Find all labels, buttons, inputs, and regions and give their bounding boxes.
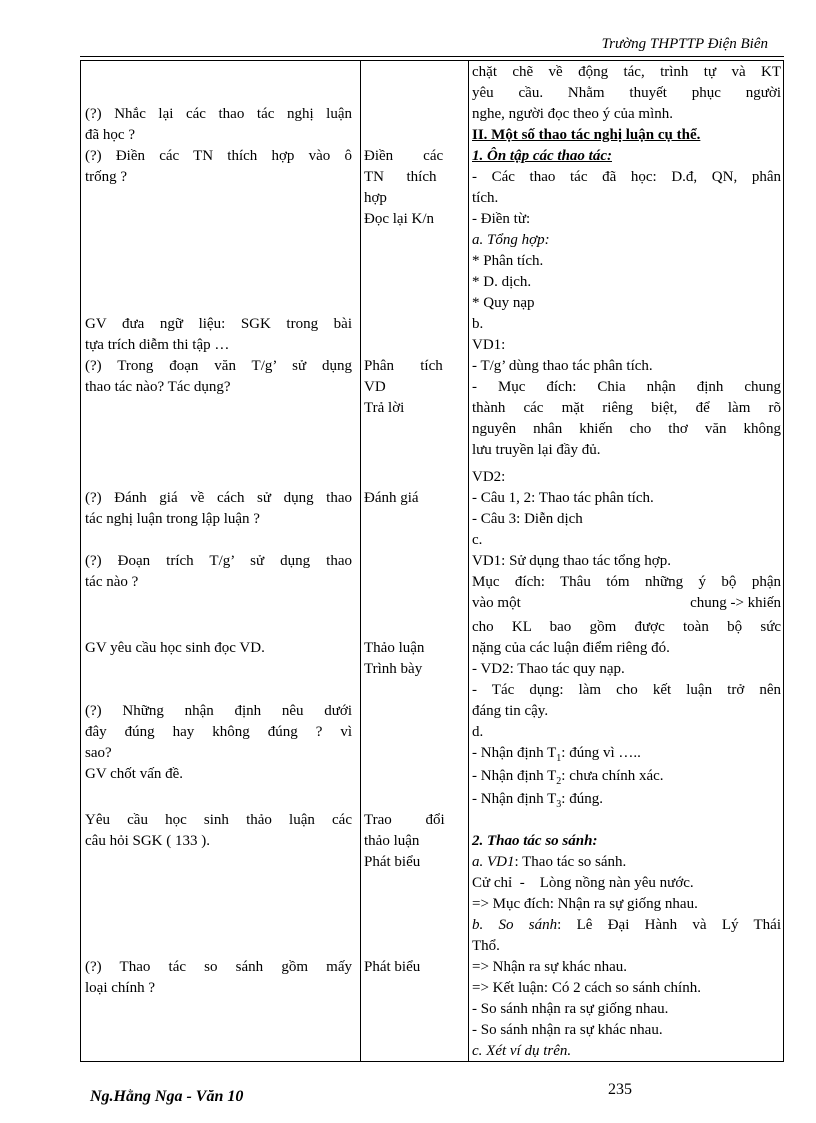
content-line	[472, 789, 781, 815]
content-line: c. Xét ví dụ trên.	[472, 1043, 572, 1059]
student-activity: Trao đổi	[364, 812, 445, 828]
content-line: VD1: Sử dụng thao tác tổng hợp.	[472, 553, 671, 569]
content-fragment: : đúng vì …..	[561, 745, 641, 761]
content-line: - So sánh nhận ra sự giống nhau.	[472, 1001, 669, 1017]
teacher-question: thao tác nào? Tác dụng?	[85, 379, 231, 395]
teacher-question: sao?	[85, 745, 112, 761]
subscript: 3	[556, 799, 562, 810]
content-fragment: : Lê Đại Hành và Lý Thái	[557, 917, 781, 933]
content-line: - VD2: Thao tác quy nạp.	[472, 661, 625, 677]
content-fragment: - Nhận định T	[472, 768, 557, 784]
content-line: - Các thao tác đã học: D.đ, QN, phân	[472, 169, 781, 185]
subsection-heading: 1. Ôn tập các thao tác:	[472, 148, 612, 164]
teacher-question: (?) Đoạn trích T/g’ sử dụng thao	[85, 553, 352, 569]
subsection-heading: 2. Thao tác so sánh:	[472, 833, 598, 849]
content-line: c.	[472, 532, 483, 548]
content-line: - Điền từ:	[472, 211, 531, 227]
content-line: b.	[472, 316, 484, 332]
teacher-instruction: GV yêu cầu học sinh đọc VD.	[85, 640, 265, 656]
content-line: - Câu 3: Diễn dịch	[472, 511, 583, 527]
content-line: => Mục đích: Nhận ra sự giống nhau.	[472, 896, 698, 912]
content-line: d.	[472, 724, 484, 740]
content-fragment: - Nhận định T	[472, 791, 557, 807]
content-line: * Quy nạp	[472, 295, 535, 311]
teacher-question: (?) Điền các TN thích hợp vào ô	[85, 148, 352, 164]
student-activity: TN thích	[364, 169, 437, 185]
teacher-question: trống ?	[85, 169, 128, 185]
content-line: chặt chẽ về động tác, trình tự và KT	[472, 64, 781, 80]
column-divider-2	[468, 61, 469, 1061]
content-line: lưu truyền lại đầy đủ.	[472, 442, 601, 458]
content-line: => Nhận ra sự khác nhau.	[472, 959, 628, 975]
content-fragment: : Thao tác so sánh.	[514, 854, 627, 870]
student-activity: thảo luận	[364, 833, 420, 849]
teacher-question: (?) Trong đoạn văn T/g’ sử dụng	[85, 358, 352, 374]
teacher-question: tác nào ?	[85, 574, 139, 590]
content-line: - Tác dụng: làm cho kết luận trở nên	[472, 682, 781, 698]
student-activity: hợp	[364, 190, 387, 206]
student-activity: Phát biểu	[364, 959, 421, 975]
column-divider-1	[360, 61, 361, 1061]
student-activity: Điền các	[364, 148, 444, 164]
teacher-question: (?) Nhắc lại các thao tác nghị luận	[85, 106, 352, 122]
content-line: cho KL bao gồm được toàn bộ sức	[472, 619, 781, 635]
content-fragment: chung -> khiến	[690, 595, 781, 611]
content-line: - Mục đích: Chia nhận định chung	[472, 379, 781, 395]
content-line: Cử chỉ - Lòng nồng nàn yêu nước.	[472, 875, 694, 891]
content-line: VD1:	[472, 337, 506, 353]
section-heading: II. Một số thao tác nghị luận cụ thể.	[472, 127, 701, 143]
teacher-instruction: GV chốt vấn đề.	[85, 766, 184, 782]
content-fragment: - Nhận định T	[472, 745, 557, 761]
content-line: nặng của các luận điểm riêng đó.	[472, 640, 670, 656]
student-activity: VD	[364, 379, 386, 395]
teacher-instruction: tựa trích diễm thi tập …	[85, 337, 230, 353]
student-activity: Trả lời	[364, 400, 405, 416]
student-activity: Phát biểu	[364, 854, 421, 870]
content-line: - Câu 1, 2: Thao tác phân tích.	[472, 490, 654, 506]
teacher-question: đã học ?	[85, 127, 135, 143]
content-line: - T/g’ dùng thao tác phân tích.	[472, 358, 653, 374]
content-line	[472, 915, 781, 936]
content-line: * Phân tích.	[472, 253, 544, 269]
teacher-question: tác nghị luận trong lập luận ?	[85, 511, 260, 527]
student-activity: Đọc lại K/n	[364, 211, 434, 227]
content-line: nghe, người đọc theo ý của mình.	[472, 106, 674, 122]
teacher-instruction: GV đưa ngữ liệu: SGK trong bài	[85, 316, 352, 332]
page-number: 235	[608, 1081, 632, 1098]
subscript: 1	[556, 753, 562, 764]
student-activity: Đánh giá	[364, 490, 419, 506]
teacher-instruction: câu hỏi SGK ( 133 ).	[85, 833, 210, 849]
content-line: tích.	[472, 190, 499, 206]
teacher-question: (?) Đánh giá về cách sử dụng thao	[85, 490, 352, 506]
content-line: nguyên nhân khiến cho thơ văn không	[472, 421, 781, 437]
student-activity: Thảo luận	[364, 640, 425, 656]
content-line: VD2:	[472, 469, 506, 485]
teacher-question: đây đúng hay không đúng ? vì	[85, 724, 352, 740]
teacher-question: loại chính ?	[85, 980, 155, 996]
content-fragment: : chưa chính xác.	[561, 768, 664, 784]
content-fragment: : đúng.	[561, 791, 603, 807]
teacher-question: (?) Những nhận định nêu dưới	[85, 703, 352, 719]
teacher-instruction: Yêu cầu học sinh thảo luận các	[85, 812, 352, 828]
content-fragment: vào một	[472, 595, 521, 611]
content-line	[472, 593, 781, 614]
content-fragment: a. VD1	[472, 854, 515, 870]
content-line: yêu cầu. Nhằm thuyết phục người	[472, 85, 781, 101]
lesson-table	[80, 60, 784, 1062]
content-line: Mục đích: Thâu tóm những ý bộ phận	[472, 574, 781, 590]
school-header: Trường THPTTP Điện Biên	[601, 36, 768, 52]
content-line	[472, 852, 781, 873]
content-line: đáng tin cậy.	[472, 703, 549, 719]
content-line: * D. dịch.	[472, 274, 532, 290]
subscript: 2	[556, 776, 562, 787]
content-line: => Kết luận: Có 2 cách so sánh chính.	[472, 980, 701, 996]
content-line: Thổ.	[472, 938, 500, 954]
header-rule	[80, 56, 784, 57]
student-activity: Phân tích	[364, 358, 443, 374]
teacher-question: (?) Thao tác so sánh gồm mấy	[85, 959, 352, 975]
content-line: thành các mặt riêng biệt, để làm rõ	[472, 400, 781, 416]
content-line: - So sánh nhận ra sự khác nhau.	[472, 1022, 663, 1038]
content-fragment: b. So sánh	[472, 917, 558, 933]
content-line: a. Tổng hợp:	[472, 232, 550, 248]
student-activity: Trình bày	[364, 661, 423, 677]
footer-author: Ng.Hằng Nga - Văn 10	[90, 1088, 244, 1105]
